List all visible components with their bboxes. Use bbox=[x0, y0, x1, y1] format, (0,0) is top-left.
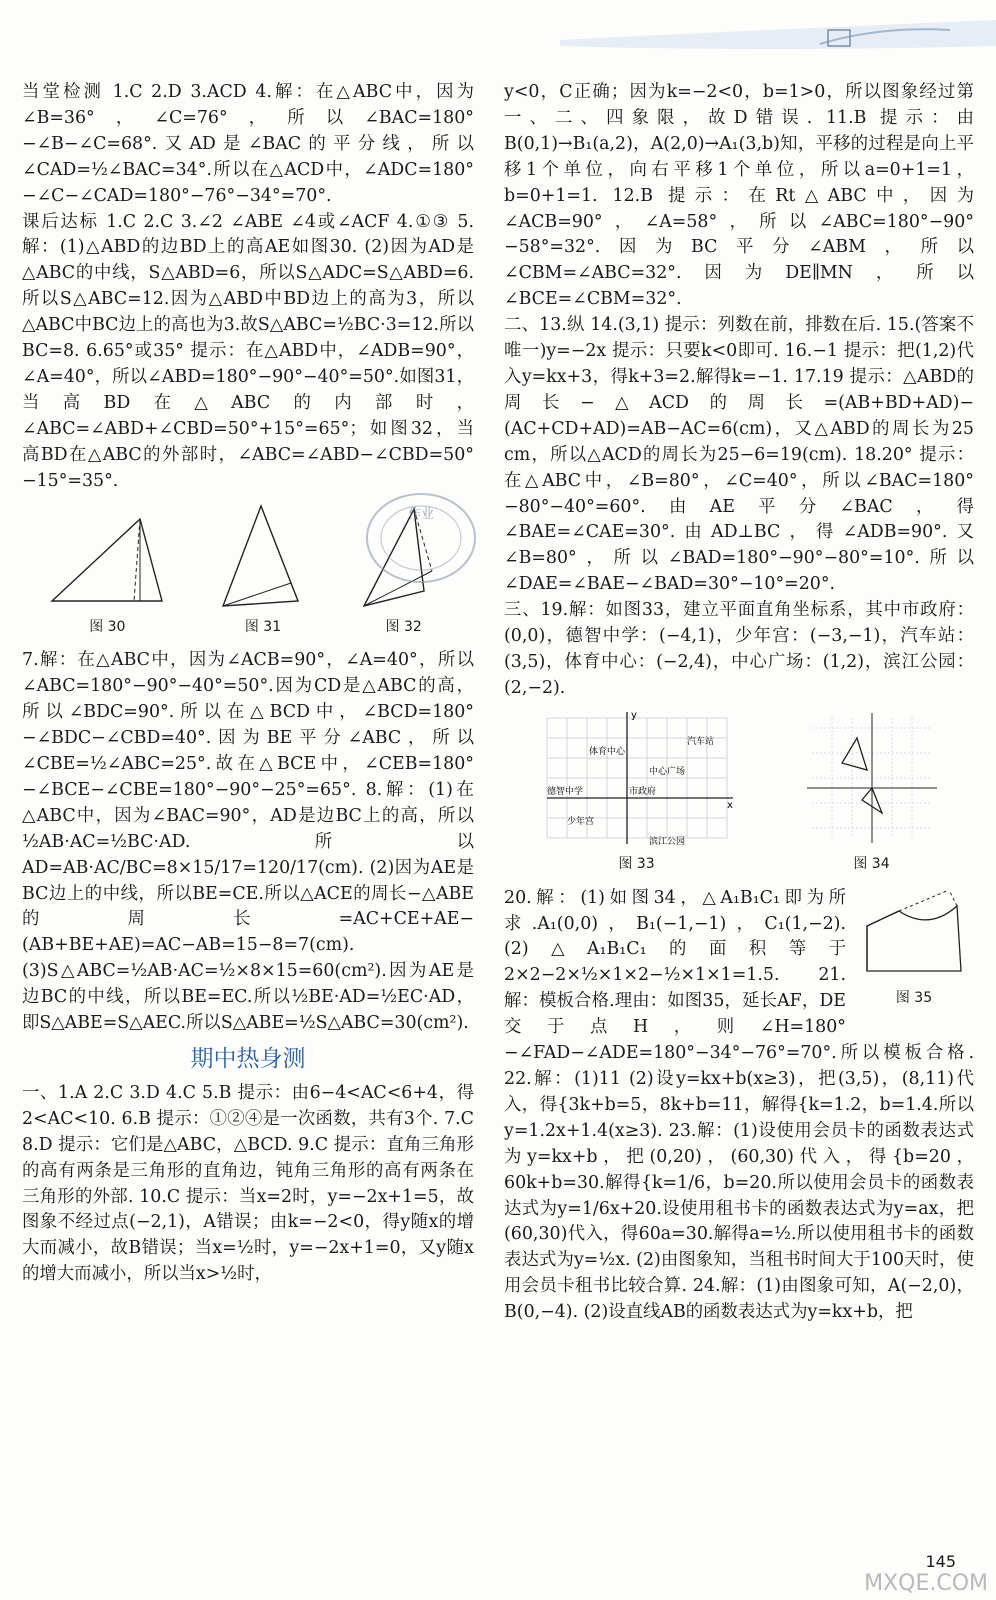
page-number: 145 bbox=[925, 1552, 956, 1571]
map-school: 德智中学 bbox=[546, 786, 583, 797]
figure-34 bbox=[802, 708, 942, 878]
figure-row-33-34 bbox=[504, 708, 974, 878]
answer-block-6: 二、13.纵 14.(3,1) 提示：列数在前，排数在后. 15.(答案不唯一)y=−2x 提示：只要k<0即可. 16.−1 提示：把(1,2)代入y=kx+3，得k+3=2.解得k=−1. 17.19 提示：△ABD的周长−△ACD的周长=(AB+BD+AD)−(AC+CD+AD)=AB−AC=6(cm)，又△ABD的周长为25 cm，所以△ACD的周长为25−6=19(cm). 18.20° 提示：在△ABC中，∠B=80°，∠C=40°，所以∠BAC=180°−80°−40°=60°.由AE平分∠BAC，得∠BAE=∠CAE=30°.由AD⊥BC，得∠ADB=90°.又∠B=80°，所以∠BAD=180°−90°−80°=10°.所以∠DAE=∠BAE−∠BAD=30°−10°=20°. bbox=[504, 315, 974, 595]
figure-33 bbox=[537, 708, 737, 878]
grid-map-icon bbox=[537, 708, 737, 848]
answer-block-3: 7.解：在△ABC中，因为∠ACB=90°，∠A=40°，所以∠ABC=180°−90°−40°=50°.因为CD是△ABC的高，所以∠BDC=90°.所以在△BCD中，∠BCD=180°−∠BDC−∠CBD=40°.因为BE平分∠ABC，所以∠CBE=½∠ABC=25°.故在△BCE中，∠CEB=180°−∠BCE−∠CBE=180°−90°−25°=65°. 8.解：(1)在△ABC中，因为∠BAC=90°，AD是边BC上的高，所以½AB·AC=½BC·AD.所以AD=AB·AC/BC=8×15/17=120/17(cm). (2)因为AE是BC边上的中线，所以BE=CE.所以△ACE的周长−△ABE的周长=AC+CE+AE−(AB+BE+AE)=AC−AB=15−8=7(cm). (3)S△ABC=½AB·AC=½×8×15=60(cm²).因为AE是边BC的中线，所以BE=EC.所以½BE·AD=½EC·AD，即S△ABE=S△AEC.所以S△ABE=½S△ABC=30(cm²). bbox=[22, 650, 474, 1034]
watermark: MXQE.COM bbox=[864, 1571, 988, 1596]
map-x-label: x bbox=[726, 799, 733, 811]
answer-block-7: 三、19.解：如图33，建立平面直角坐标系，其中市政府：(0,0)，德智中学：(−4,1)，少年宫：(−3,−1)，汽车站：(3,5)，体育中心：(−2,4)，中心广场：(1,2)，滨江公园：(2,−2). bbox=[504, 600, 974, 698]
map-youth-palace: 少年宫 bbox=[566, 816, 594, 827]
figure-30-caption: 图 30 bbox=[89, 618, 126, 635]
section-title: 期中热身测 bbox=[190, 1046, 306, 1072]
map-park: 滨江公园 bbox=[648, 836, 685, 847]
triangle-fig31-icon bbox=[213, 501, 313, 611]
map-sports-center: 体育中心 bbox=[588, 746, 625, 757]
answer-block-5: y<0，C正确；因为k=−2<0，b=1>0，所以图象经过第一、二、四象限，故D错误. 11.B 提示：由B(0,1)→B₁(a,2)，A(2,0)→A₁(3,b)知，平移的过程是向上平移1个单位，向右平移1个单位，所以a=0+1=1，b=0+1=1. 12.B 提示：在Rt△ABC中，因为∠ACB=90°，∠A=58°，所以∠ABC=180°−90°−58°=32°.因为BC平分∠ABM，所以∠CBM=∠ABC=32°.因为DE∥MN，所以∠BCE=∠CBM=32°. bbox=[504, 82, 974, 310]
map-government: 市政府 bbox=[628, 786, 656, 797]
map-bus-station: 汽车站 bbox=[686, 736, 714, 747]
left-column bbox=[22, 80, 474, 1288]
answer-block-2: 课后达标 1.C 2.C 3.∠2 ∠ABE ∠4或∠ACF 4.①③ 5.解：(1)△ABD的边BD上的高AE如图30. (2)因为AD是△ABC的中线，S△ABD=6，所以S△ADC=S△ABD=6.所以S△ABC=12.因为△ABD中BD边上的高为3，所以△ABC中BC边上的高也为3.故S△ABC=½BC·3=12.所以BC=8. 6.65°或35° 提示：在△ABD中，∠ADB=90°，∠A=40°，所以∠ABD=180°−90°−40°=50°.如图31，当高BD在△ABC的内部时，∠ABC=∠ABD+∠CBD=50°+15°=65°；如图32，当高BD在△ABC的外部时，∠ABC=∠ABD−∠CBD=50°−15°=35°. bbox=[22, 211, 474, 491]
figure-33-caption: 图 33 bbox=[618, 855, 655, 872]
figure-34-caption: 图 34 bbox=[853, 855, 890, 872]
template-shape-icon bbox=[859, 886, 969, 976]
answer-block-8: 20.解：(1)如图34，△A₁B₁C₁即为所求.A₁(0,0)，B₁(−1,−1)，C₁(1,−2). (2)△A₁B₁C₁的面积等于2×2−2×½×1×2−½×1×1=1.5. 21.解：模板合格.理由：如图35，延长AF，DE交于点H，则∠H=180°−∠FAD−∠ADE=180°−34°−76°=70°.所以模板合格. 22.解：(1)11 (2)设y=kx+b(x≥3)，把(3,5)，(8,11)代入，得{3k+b=5，8k+b=11，解得{k=1.2，b=1.4.所以y=1.2x+1.4(x≥3). 23.解：(1)设使用会员卡的函数表达式为y=kx+b，把(0,20)，(60,30)代入，得{b=20，60k+b=30.解得{k=1/6，b=20.所以使用会员卡的函数表达式为y=1/6x+20.设使用租书卡的函数表达式为y=ax，把(60,30)代入，得60a=30.解得a=½.所以使用租书卡的函数表达式为y=½x. (2)由图象知，当租书时间大于100天时，使用会员卡租书比较合算. 24.解：(1)由图象可知，A(−2,0)，B(0,−4). (2)设直线AB的函数表达式为y=kx+b，把 bbox=[504, 887, 974, 1323]
figure-35-caption: 图 35 bbox=[895, 989, 933, 1006]
homework-stamp-icon bbox=[362, 488, 480, 588]
figure-31-caption: 图 31 bbox=[244, 618, 282, 635]
map-central-plaza: 中心广场 bbox=[648, 766, 685, 777]
figure-30 bbox=[42, 501, 172, 641]
header-decoration bbox=[0, 0, 996, 70]
figure-31 bbox=[213, 501, 313, 641]
triangle-fig30-icon bbox=[42, 501, 172, 611]
figure-32-caption: 图 32 bbox=[385, 618, 422, 635]
right-column bbox=[504, 80, 974, 1326]
coordinate-triangles-icon bbox=[802, 708, 942, 848]
stamp-text: 作业 bbox=[408, 507, 435, 522]
answer-block-1: 当堂检测 1.C 2.D 3.ACD 4.解：在△ABC中，因为∠B=36°，∠C=76°，所以∠BAC=180°−∠B−∠C=68°.又AD是∠BAC的平分线，所以∠CAD=½∠BAC=34°.所以在△ACD中，∠ADC=180°−∠C−∠CAD=180°−76°−34°=70°. bbox=[22, 82, 474, 206]
figure-35 bbox=[854, 886, 974, 1012]
map-y-label: y bbox=[630, 709, 637, 721]
answer-block-4: 一、1.A 2.C 3.D 4.C 5.B 提示：由6−4<AC<6+4，得2<AC<10. 6.B 提示：①②④是一次函数，共有3个. 7.C 8.D 提示：它们是△ABC，△BCD. 9.C 提示：直角三角形的高有两条是三角形的直角边，钝角三角形的高有两条在三角形的外部. 10.C 提示：当x=2时，y=−2x+1=5，故图象不经过点(−2,1)，A错误；由k=−2<0，得y随x的增大而减小，故B错误；当x=½时，y=−2x+1=0，又y随x的增大而减小，所以当x>½时， bbox=[22, 1082, 474, 1285]
